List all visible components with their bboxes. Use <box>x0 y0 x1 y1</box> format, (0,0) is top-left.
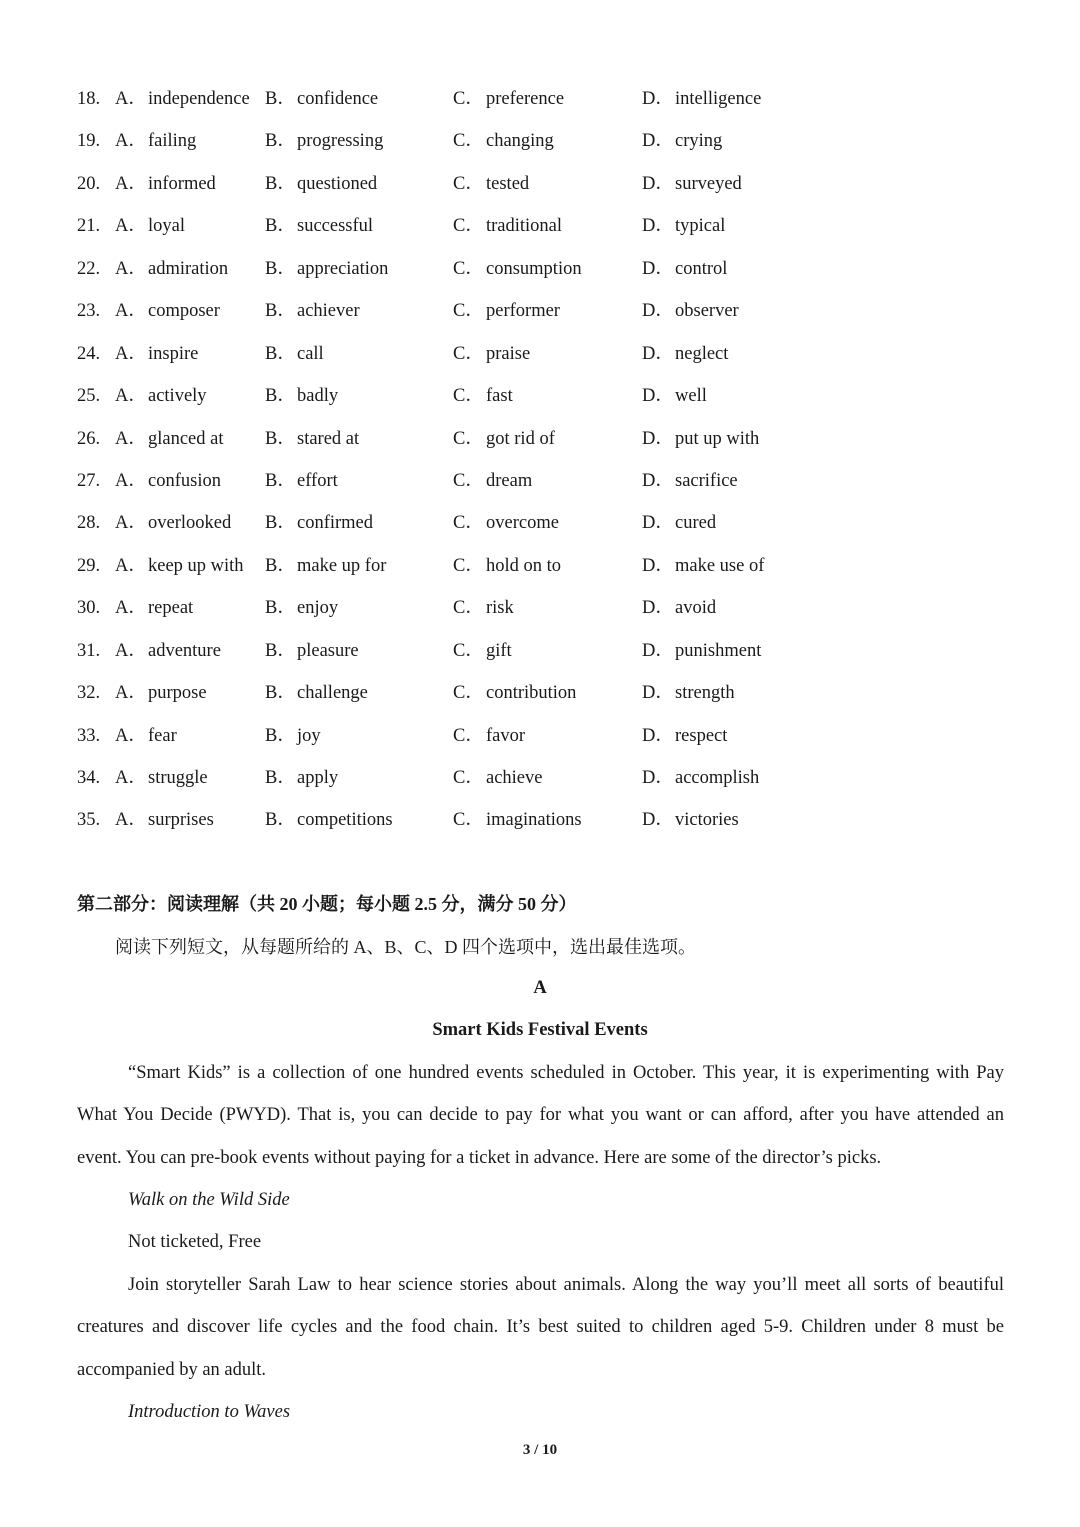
option-d-text: respect <box>675 725 728 746</box>
option-b-text: challenge <box>297 683 368 704</box>
option-b-text: achiever <box>297 301 360 322</box>
option-a-text: independence <box>148 89 250 109</box>
option-b-text: appreciation <box>297 258 389 279</box>
event-description-line: Join storyteller Sarah Law to hear science stories about animals. Along the way you’ll meet all sorts of beautiful <box>128 1275 1004 1295</box>
option-label-a: A． <box>115 513 147 534</box>
question-number: 23. <box>77 301 101 322</box>
option-d-text: typical <box>675 216 726 237</box>
option-label-b: B． <box>265 513 296 534</box>
option-label-c: C． <box>453 470 484 491</box>
option-label-d: D． <box>642 683 674 704</box>
section-title: 第二部分：阅读理解（共 20 小题；每小题 2.5 分，满分 50 分） <box>77 894 577 914</box>
question-row <box>77 545 1017 587</box>
option-d-text: put up with <box>675 428 760 449</box>
option-label-d: D． <box>642 640 674 661</box>
passage-line: What You Decide (PWYD). That is, you can decide to pay for what you want or can afford, after you have attended an <box>77 1105 1004 1125</box>
question-row <box>77 205 1017 247</box>
option-a-text: keep up with <box>148 555 244 576</box>
option-c-text: gift <box>486 640 512 661</box>
option-label-d: D． <box>642 131 674 152</box>
option-a-text: repeat <box>148 598 194 619</box>
option-label-a: A． <box>115 683 147 704</box>
option-label-d: D． <box>642 768 674 788</box>
option-c-text: performer <box>486 301 560 322</box>
option-label-d: D． <box>642 343 674 364</box>
option-label-c: C． <box>453 555 484 576</box>
option-label-c: C． <box>453 768 484 788</box>
option-d-text: intelligence <box>675 89 762 109</box>
option-label-a: A． <box>115 301 147 322</box>
option-a-text: inspire <box>148 343 199 364</box>
question-number: 30. <box>77 598 101 619</box>
option-c-text: contribution <box>486 683 577 704</box>
option-label-a: A． <box>115 386 147 407</box>
option-label-d: D． <box>642 301 674 322</box>
question-row <box>77 290 1017 332</box>
option-b-text: make up for <box>297 555 387 576</box>
option-a-text: struggle <box>148 768 208 788</box>
passage-letter: A <box>533 978 547 998</box>
section-instruction: 阅读下列短文，从每题所给的 A、B、C、D 四个选项中，选出最佳选项。 <box>115 937 697 957</box>
question-row <box>77 715 1017 757</box>
option-b-text: questioned <box>297 173 378 194</box>
option-c-text: tested <box>486 173 530 194</box>
option-d-text: crying <box>675 131 723 152</box>
option-d-text: accomplish <box>675 768 760 788</box>
option-a-text: loyal <box>148 216 185 237</box>
option-a-text: adventure <box>148 640 221 661</box>
question-number: 24. <box>77 343 101 364</box>
event-info: Not ticketed, Free <box>128 1232 262 1252</box>
option-b-text: badly <box>297 386 339 407</box>
option-a-text: surprises <box>148 810 214 831</box>
option-d-text: avoid <box>675 598 717 619</box>
option-c-text: hold on to <box>486 555 562 576</box>
option-label-a: A． <box>115 555 147 576</box>
option-label-a: A． <box>115 428 147 449</box>
option-label-a: A． <box>115 173 147 194</box>
question-row <box>77 799 1017 841</box>
option-d-text: victories <box>675 810 739 831</box>
option-d-text: well <box>675 386 707 407</box>
option-label-b: B． <box>265 131 296 152</box>
option-a-text: fear <box>148 725 177 746</box>
option-d-text: strength <box>675 683 735 704</box>
question-number: 26. <box>77 428 101 449</box>
option-label-d: D． <box>642 555 674 576</box>
option-label-a: A． <box>115 216 147 237</box>
passage-line: “Smart Kids” is a collection of one hundred events scheduled in October. This year, it is experimenting with Pay <box>128 1063 1004 1083</box>
option-label-c: C． <box>453 386 484 407</box>
option-b-text: joy <box>297 725 321 746</box>
option-d-text: control <box>675 258 728 279</box>
option-label-c: C． <box>453 216 484 237</box>
option-label-b: B． <box>265 725 296 746</box>
passage-title: Smart Kids Festival Events <box>432 1020 648 1040</box>
option-b-text: effort <box>297 470 338 491</box>
option-b-text: confirmed <box>297 513 374 534</box>
option-label-c: C． <box>453 683 484 704</box>
option-label-c: C． <box>453 725 484 746</box>
option-label-c: C． <box>453 598 484 619</box>
option-label-d: D． <box>642 258 674 279</box>
question-number: 25. <box>77 386 101 407</box>
option-label-d: D． <box>642 173 674 194</box>
option-label-c: C． <box>453 258 484 279</box>
option-label-b: B． <box>265 343 296 364</box>
option-c-text: achieve <box>486 768 543 788</box>
question-row <box>77 672 1017 714</box>
question-row <box>77 587 1017 629</box>
option-label-d: D． <box>642 810 674 831</box>
option-label-d: D． <box>642 598 674 619</box>
option-c-text: consumption <box>486 258 582 279</box>
event-description-line: creatures and discover life cycles and the food chain. It’s best suited to children aged 5-9. Children under 8 must be <box>77 1317 1004 1337</box>
option-label-c: C． <box>453 810 484 831</box>
question-row <box>77 757 1017 799</box>
option-a-text: failing <box>148 131 197 152</box>
option-label-b: B． <box>265 470 296 491</box>
question-number: 29. <box>77 555 101 576</box>
option-d-text: cured <box>675 513 717 534</box>
question-number: 32. <box>77 683 101 704</box>
option-label-a: A． <box>115 131 147 152</box>
option-label-b: B． <box>265 258 296 279</box>
option-c-text: got rid of <box>486 428 555 449</box>
option-c-text: fast <box>486 386 513 407</box>
option-label-a: A． <box>115 343 147 364</box>
option-label-b: B． <box>265 555 296 576</box>
option-label-d: D． <box>642 725 674 746</box>
option-label-b: B． <box>265 386 296 407</box>
event-title: Introduction to Waves <box>128 1402 291 1422</box>
option-a-text: actively <box>148 386 207 407</box>
option-c-text: risk <box>486 598 514 619</box>
option-c-text: praise <box>486 343 531 364</box>
option-label-a: A． <box>115 640 147 661</box>
option-label-c: C． <box>453 343 484 364</box>
option-c-text: imaginations <box>486 810 582 831</box>
option-b-text: competitions <box>297 810 393 831</box>
option-d-text: neglect <box>675 343 729 364</box>
question-row <box>77 333 1017 375</box>
option-b-text: apply <box>297 768 339 788</box>
option-b-text: successful <box>297 216 374 237</box>
passage-line: event. You can pre-book events without paying for a ticket in advance. Here are some of the director’s picks. <box>77 1148 882 1168</box>
option-label-c: C． <box>453 513 484 534</box>
question-number: 20. <box>77 173 101 194</box>
option-b-text: enjoy <box>297 598 339 619</box>
option-b-text: call <box>297 343 324 364</box>
question-number: 34. <box>77 768 101 788</box>
option-label-a: A． <box>115 598 147 619</box>
option-label-b: B． <box>265 640 296 661</box>
option-label-b: B． <box>265 810 296 831</box>
option-a-text: composer <box>148 301 220 322</box>
question-number: 28. <box>77 513 101 534</box>
option-a-text: admiration <box>148 258 229 279</box>
option-a-text: overlooked <box>148 513 232 534</box>
question-number: 27. <box>77 470 101 491</box>
option-label-a: A． <box>115 89 147 109</box>
option-label-c: C． <box>453 131 484 152</box>
question-row <box>77 163 1017 205</box>
option-d-text: surveyed <box>675 173 742 194</box>
question-number: 31. <box>77 640 101 661</box>
option-label-b: B． <box>265 89 296 109</box>
option-label-a: A． <box>115 810 147 831</box>
question-number: 19. <box>77 131 101 152</box>
question-number: 22. <box>77 258 101 279</box>
question-row <box>77 502 1017 544</box>
option-b-text: pleasure <box>297 640 359 661</box>
option-label-b: B． <box>265 301 296 322</box>
question-number: 18. <box>77 89 101 109</box>
option-b-text: stared at <box>297 428 360 449</box>
option-d-text: punishment <box>675 640 762 661</box>
event-title: Walk on the Wild Side <box>128 1190 290 1210</box>
option-label-c: C． <box>453 428 484 449</box>
option-label-a: A． <box>115 258 147 279</box>
option-d-text: observer <box>675 301 739 322</box>
option-label-a: A． <box>115 768 147 788</box>
option-label-c: C． <box>453 301 484 322</box>
event-description-line: accompanied by an adult. <box>77 1360 267 1380</box>
option-label-d: D． <box>642 513 674 534</box>
question-number: 35. <box>77 810 101 831</box>
cloze-options-list <box>77 78 1017 842</box>
option-label-b: B． <box>265 216 296 237</box>
option-c-text: overcome <box>486 513 559 534</box>
question-row <box>77 630 1017 672</box>
option-label-b: B． <box>265 173 296 194</box>
option-label-a: A． <box>115 725 147 746</box>
option-label-b: B． <box>265 598 296 619</box>
option-c-text: changing <box>486 131 554 152</box>
option-d-text: make use of <box>675 555 765 576</box>
option-label-a: A． <box>115 470 147 491</box>
option-b-text: progressing <box>297 131 384 152</box>
question-row <box>77 248 1017 290</box>
option-c-text: dream <box>486 470 533 491</box>
option-c-text: preference <box>486 89 565 109</box>
page-number: 3 / 10 <box>522 1442 558 1458</box>
option-label-b: B． <box>265 683 296 704</box>
question-row <box>77 120 1017 162</box>
question-number: 33. <box>77 725 101 746</box>
option-d-text: sacrifice <box>675 470 738 491</box>
option-label-d: D． <box>642 428 674 449</box>
option-c-text: traditional <box>486 216 563 237</box>
option-label-b: B． <box>265 428 296 449</box>
option-label-d: D． <box>642 89 674 109</box>
option-a-text: confusion <box>148 470 221 491</box>
option-label-b: B． <box>265 768 296 788</box>
option-label-c: C． <box>453 640 484 661</box>
option-label-d: D． <box>642 216 674 237</box>
question-row <box>77 375 1017 417</box>
question-row <box>77 460 1017 502</box>
option-b-text: confidence <box>297 89 379 109</box>
option-label-c: C． <box>453 89 484 109</box>
option-label-d: D． <box>642 470 674 491</box>
option-c-text: favor <box>486 725 526 746</box>
option-label-c: C． <box>453 173 484 194</box>
question-row <box>77 418 1017 460</box>
question-number: 21. <box>77 216 101 237</box>
option-a-text: informed <box>148 173 216 194</box>
option-label-d: D． <box>642 386 674 407</box>
option-a-text: purpose <box>148 683 207 704</box>
option-a-text: glanced at <box>148 428 224 449</box>
question-row <box>77 78 1017 120</box>
